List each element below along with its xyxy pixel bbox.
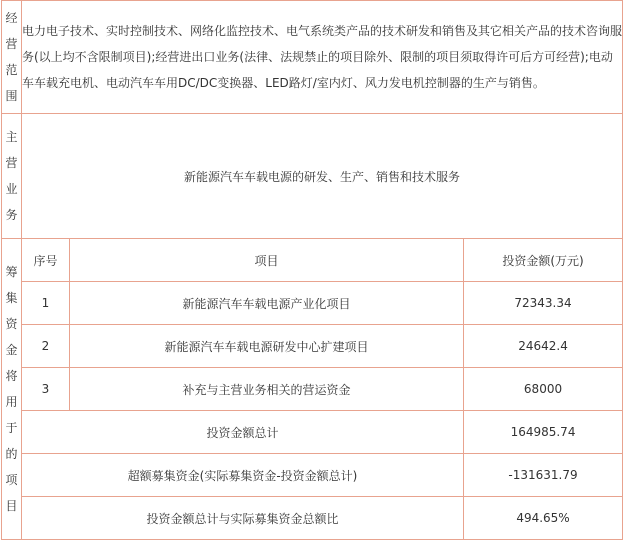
- funds-label-char: 筹: [5, 265, 18, 279]
- summary-label: 投资金额总计: [22, 411, 464, 454]
- summary-value: -131631.79: [464, 454, 623, 497]
- main-business-label-char: 业: [5, 182, 18, 196]
- row-amount: 24642.4: [464, 325, 623, 368]
- summary-row: [2, 454, 623, 497]
- main-business-row: [2, 114, 623, 239]
- scope-label: [2, 1, 22, 114]
- amount-header: 投资金额(万元): [464, 239, 623, 282]
- row-seq: 3: [22, 368, 70, 411]
- row-seq: 1: [22, 282, 70, 325]
- row-seq: 2: [22, 325, 70, 368]
- main-business-text: 新能源汽车车载电源的研发、生产、销售和技术服务: [22, 114, 623, 239]
- funds-label-char: 资: [5, 317, 18, 331]
- project-header: 项目: [70, 239, 464, 282]
- summary-label: 投资金额总计与实际募集资金总额比: [22, 497, 464, 540]
- main-business-label-char: 主: [5, 130, 18, 144]
- funds-label-char: 的: [5, 447, 18, 461]
- row-project: 新能源汽车车载电源产业化项目: [70, 282, 464, 325]
- scope-label-char: 经: [5, 11, 18, 25]
- seq-header: 序号: [22, 239, 70, 282]
- summary-label: 超额募集资金(实际募集资金-投资金额总计): [22, 454, 464, 497]
- funds-label-char: 项: [5, 473, 18, 487]
- main-business-label-char: 营: [5, 156, 18, 170]
- funds-label-char: 金: [5, 343, 18, 357]
- funds-label: [2, 239, 22, 540]
- summary-row: [2, 497, 623, 540]
- scope-text: 电力电子技术、实时控制技术、网络化监控技术、电气系统类产品的技术研发和销售及其它相关产品的技术咨询服务(以上均不含限制项目);经营进出口业务(法律、法规禁止的项目除外、限制的项目须取得许可后方可经营);电动车车载充电机、电动汽车车用DC/DC变换器、LED路灯/室内灯、风力发电机控制器的生产与销售。: [22, 1, 623, 114]
- row-amount: 68000: [464, 368, 623, 411]
- table-row: [2, 325, 623, 368]
- table-row: [2, 282, 623, 325]
- row-amount: 72343.34: [464, 282, 623, 325]
- funds-header-row: [2, 239, 623, 282]
- funds-label-char: 将: [5, 369, 18, 383]
- scope-label-char: 营: [5, 37, 18, 51]
- row-project: 新能源汽车车载电源研发中心扩建项目: [70, 325, 464, 368]
- scope-label-char: 围: [5, 89, 18, 103]
- funds-label-char: 集: [5, 291, 18, 305]
- row-project: 补充与主营业务相关的营运资金: [70, 368, 464, 411]
- funds-label-char: 用: [5, 395, 18, 409]
- summary-row: [2, 411, 623, 454]
- funds-label-char: 于: [5, 421, 18, 435]
- scope-row: [2, 1, 623, 114]
- main-business-label: [2, 114, 22, 239]
- scope-label-char: 范: [5, 63, 18, 77]
- table-row: [2, 368, 623, 411]
- funds-label-char: 目: [5, 499, 18, 513]
- summary-value: 494.65%: [464, 497, 623, 540]
- main-business-label-char: 务: [5, 208, 18, 222]
- summary-value: 164985.74: [464, 411, 623, 454]
- company-info-table: [1, 0, 623, 540]
